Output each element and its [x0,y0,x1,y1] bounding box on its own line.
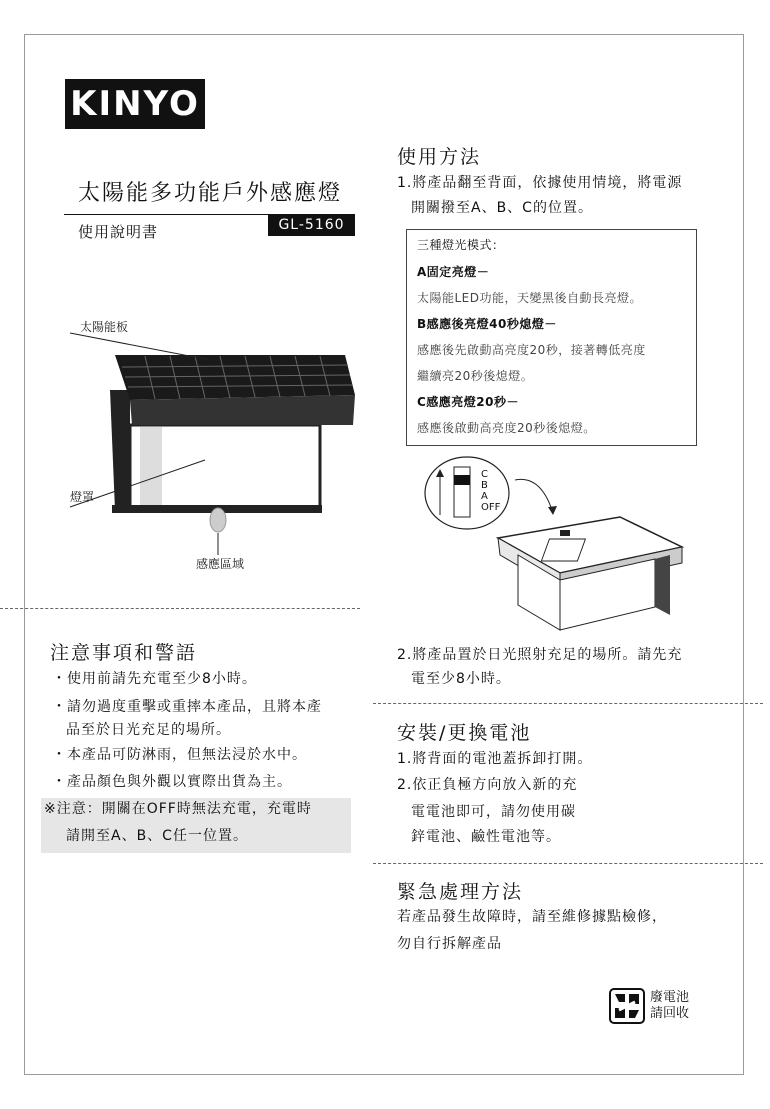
note-item: ・產品顏色與外觀以實際出貨為主。 [52,774,292,790]
emergency-heading: 緊急處理方法 [397,881,524,903]
switch-label-c: C [481,469,488,480]
mode-a-heading: A固定亮燈－ [417,265,490,279]
mode-b-heading: B感應後亮燈40秒熄燈－ [417,317,557,331]
battery-line: 鋅電池、鹼性電池等。 [411,829,561,845]
usage-step2-cont: 電至少8小時。 [411,671,511,687]
switch-labels [481,469,500,513]
product-illustration [60,315,370,575]
battery-line: 1.將背面的電池蓋拆卸打開。 [397,751,593,767]
manual-subtitle: 使用說明書 [78,223,159,241]
divider-left [0,608,360,609]
emergency-line: 若產品發生故障時，請至維修據點檢修， [397,909,667,925]
notes-heading: 注意事項和警語 [50,642,198,664]
product-title: 太陽能多功能戶外感應燈 [78,181,343,206]
recycle-line1: 廢電池 [650,990,690,1005]
divider-right-2 [373,863,763,864]
brand-logo: KINYO [65,79,205,129]
mode-a-description: 太陽能LED功能，天變黑後自動長亮燈。 [417,291,643,305]
warning-line: ※注意：開關在OFF時無法充電，充電時 [44,801,312,817]
model-badge: GL-5160 [268,214,355,236]
switch-label-off: OFF [481,502,501,513]
usage-step2: 2.將產品置於日光照射充足的場所。請先充 [397,647,683,663]
switch-label-a: A [481,491,488,502]
mode-b-description-cont: 繼續亮20秒後熄燈。 [417,369,534,383]
label-lamp-cover: 燈罩 [70,490,95,504]
battery-line: 2.依正負極方向放入新的充 [397,777,578,793]
note-item: ・請勿過度重擊或重摔本產品，且將本產 [52,699,322,715]
recycle-line2: 請回收 [650,1006,690,1021]
light-modes-box [406,229,697,446]
divider-right-1 [373,703,763,704]
note-item: 品至於日光充足的場所。 [66,722,231,738]
switch-label-b: B [481,480,488,491]
emergency-line: 勿自行拆解產品 [397,936,502,952]
switch-diagram [420,455,690,635]
recycle-text [650,990,689,1022]
note-item: ・使用前請先充電至少8小時。 [52,671,257,687]
note-item: ・本產品可防淋雨，但無法浸於水中。 [52,747,307,763]
mode-c-heading: C感應亮燈20秒－ [417,395,520,409]
recycle-icon [609,988,645,1024]
usage-heading: 使用方法 [397,146,482,168]
modes-title: 三種燈光模式： [417,238,505,252]
mode-b-description: 感應後先啟動高亮度20秒，接著轉低亮度 [417,343,646,357]
label-solar-panel: 太陽能板 [80,320,129,334]
warning-line: 請開至A、B、C任一位置。 [66,828,248,844]
usage-step1: 1.將產品翻至背面，依據使用情境，將電源 [397,175,683,191]
battery-heading: 安裝/更換電池 [397,722,532,744]
battery-line: 電電池即可，請勿使用碳 [411,804,576,820]
usage-step1-cont: 開關撥至A、B、C的位置。 [411,200,593,216]
label-sensor-area: 感應區域 [196,557,245,571]
mode-c-description: 感應後啟動高亮度20秒後熄燈。 [417,421,596,435]
